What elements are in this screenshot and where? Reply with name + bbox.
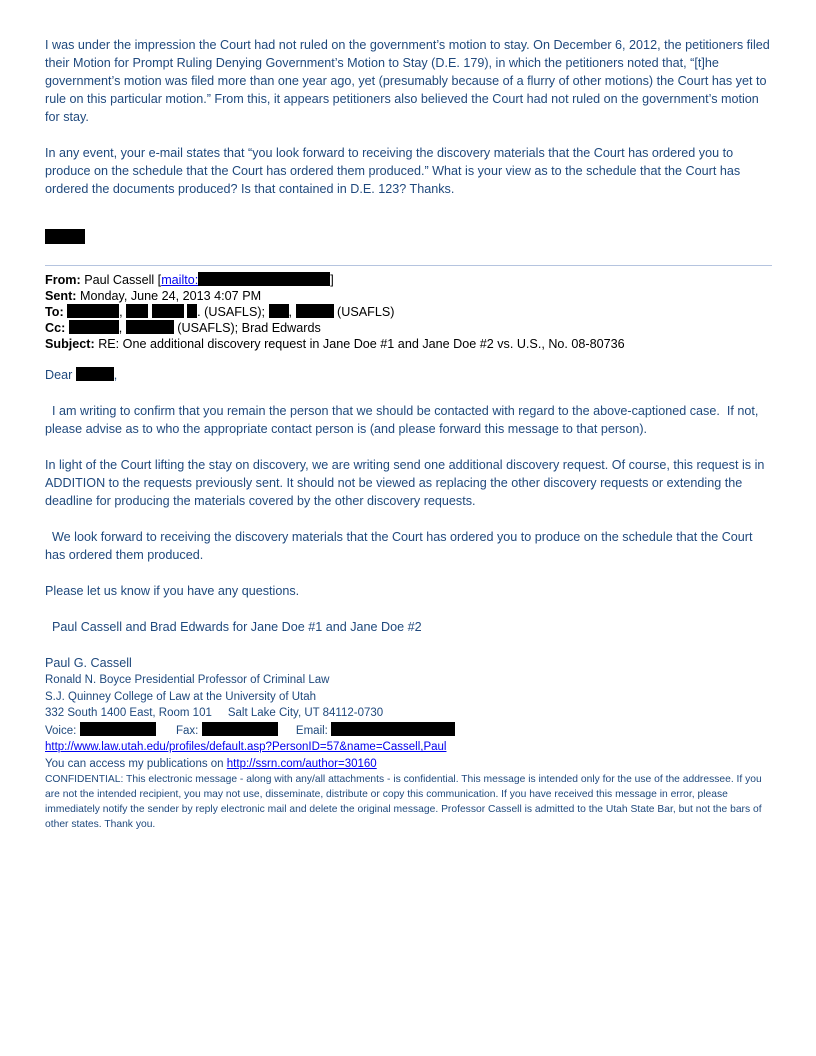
to-text: (USAFLS) <box>337 305 395 319</box>
redacted-phone <box>80 722 156 736</box>
signature-title: Ronald N. Boyce Presidential Professor of Criminal Law <box>45 674 330 686</box>
reply-paragraph-1: I was under the impression the Court had not ruled on the government’s motion to stay. On December 6, 2012, the petitioners filed their Motion for Prompt Ruling Denying Government’s Motion to Stay (D.E. 179), in which the petitioners noted that, “[t]he government’s motion was filed more than one year ago, yet (presumably because of a flurry of other motions) the Court has yet to rule on this particular motion.” From this, it appears petitioners also believed the Court had not ruled on the government’s motion for stay. <box>45 38 770 124</box>
to-row <box>45 304 772 320</box>
subject-row <box>45 336 772 352</box>
email-label: Email: <box>295 724 328 737</box>
body-paragraph-3: We look forward to receiving the discovery materials that the Court has ordered you to produce on the schedule that the Court has ordered them produced. <box>45 530 757 562</box>
redacted-name <box>67 304 119 318</box>
email-document <box>45 36 772 832</box>
subject-label: Subject: <box>45 337 95 351</box>
cc-row <box>45 320 772 336</box>
salutation-end: , <box>113 368 118 382</box>
redacted-name <box>126 304 148 318</box>
body-paragraph-4: Please let us know if you have any questions. <box>45 584 300 598</box>
body-paragraph-2: In light of the Court lifting the stay on discovery, we are writing send one additional discovery request. Of course, this request is in ADDITION to the requests previously sent. It should not be viewed as replacing the other discovery requests or extending the deadline for producing the materials covered by the other discovery requests. <box>45 458 765 508</box>
redacted-name <box>76 367 114 381</box>
from-mailto-link[interactable]: mailto: <box>161 273 199 287</box>
reply-paragraph-2: In any event, your e-mail states that “you look forward to receiving the discovery materials that the Court has ordered you to produce on the schedule that the Court has ordered them produced.” What is your view as to the schedule that the Court has ordered the documents produced? Is that contained in D.E. 123? Thanks. <box>45 146 741 196</box>
message-header <box>45 272 772 352</box>
redacted-email <box>198 272 330 286</box>
closing-line: Paul Cassell and Brad Edwards for Jane Doe #1 and Jane Doe #2 <box>45 620 422 634</box>
publications-link[interactable]: http://ssrn.com/author=30160 <box>226 757 377 770</box>
to-label: To: <box>45 305 64 319</box>
cc-text: (USAFLS); Brad Edwards <box>177 321 321 335</box>
redacted-name <box>126 320 174 334</box>
publications-text: You can access my publications on <box>45 757 224 770</box>
from-label: From: <box>45 273 81 287</box>
redacted-name <box>152 304 184 318</box>
redacted-name <box>269 304 289 318</box>
fax-label: Fax: <box>175 724 199 737</box>
sent-label: Sent: <box>45 289 77 303</box>
profile-link[interactable]: http://www.law.utah.edu/profiles/default.asp?PersonID=57&name=Cassell,Paul <box>45 741 447 753</box>
sent-row <box>45 288 772 304</box>
salutation-text: Dear <box>45 368 73 382</box>
from-row <box>45 272 772 288</box>
cc-sep: , <box>118 321 123 335</box>
salutation <box>45 366 772 384</box>
confidential-notice: CONFIDENTIAL: This electronic message - along with any/all attachments - is confidential. This message is intended only for the use of the addressee. If you are not the intended recipient, you may not use, disseminate, distribute or copy this communication. If you have received this message in error, please immediately notify the sender by reply electronic mail and delete the original message. Professor Cassell is admitted to the Utah State Bar, but not the bars of other states. Thank you. <box>45 774 762 830</box>
subject-value: RE: One additional discovery request in Jane Doe #1 and Jane Doe #2 vs. U.S., No. 08-80736 <box>98 337 625 351</box>
signature-school: S.J. Quinney College of Law at the University of Utah <box>45 690 317 703</box>
to-sep: , <box>288 305 293 319</box>
voice-label: Voice: <box>45 724 77 737</box>
redacted-signature <box>45 229 772 247</box>
to-text: . (USAFLS); <box>197 305 266 319</box>
redacted-name <box>69 320 119 334</box>
sent-value: Monday, June 24, 2013 4:07 PM <box>79 289 262 303</box>
redacted-fax <box>202 722 278 736</box>
signature-contacts <box>45 722 772 740</box>
to-sep: , <box>119 305 123 319</box>
redacted-name <box>296 304 334 318</box>
redacted-email <box>331 722 455 736</box>
redacted-name <box>187 304 197 318</box>
cc-label: Cc: <box>45 321 66 335</box>
from-name: Paul Cassell [ <box>84 273 162 287</box>
from-close: ] <box>330 273 334 287</box>
publications-line <box>45 756 772 773</box>
body-paragraph-1: I am writing to confirm that you remain the person that we should be contacted with regard to the above-captioned case. If not, please advise as to who the appropriate contact person is (and please forward this message to that person). <box>45 404 762 436</box>
signature-block <box>45 654 772 832</box>
signature-address: 332 South 1400 East, Room 101 Salt Lake City, UT 84112-0730 <box>45 707 384 719</box>
signature-name: Paul G. Cassell <box>45 656 132 670</box>
